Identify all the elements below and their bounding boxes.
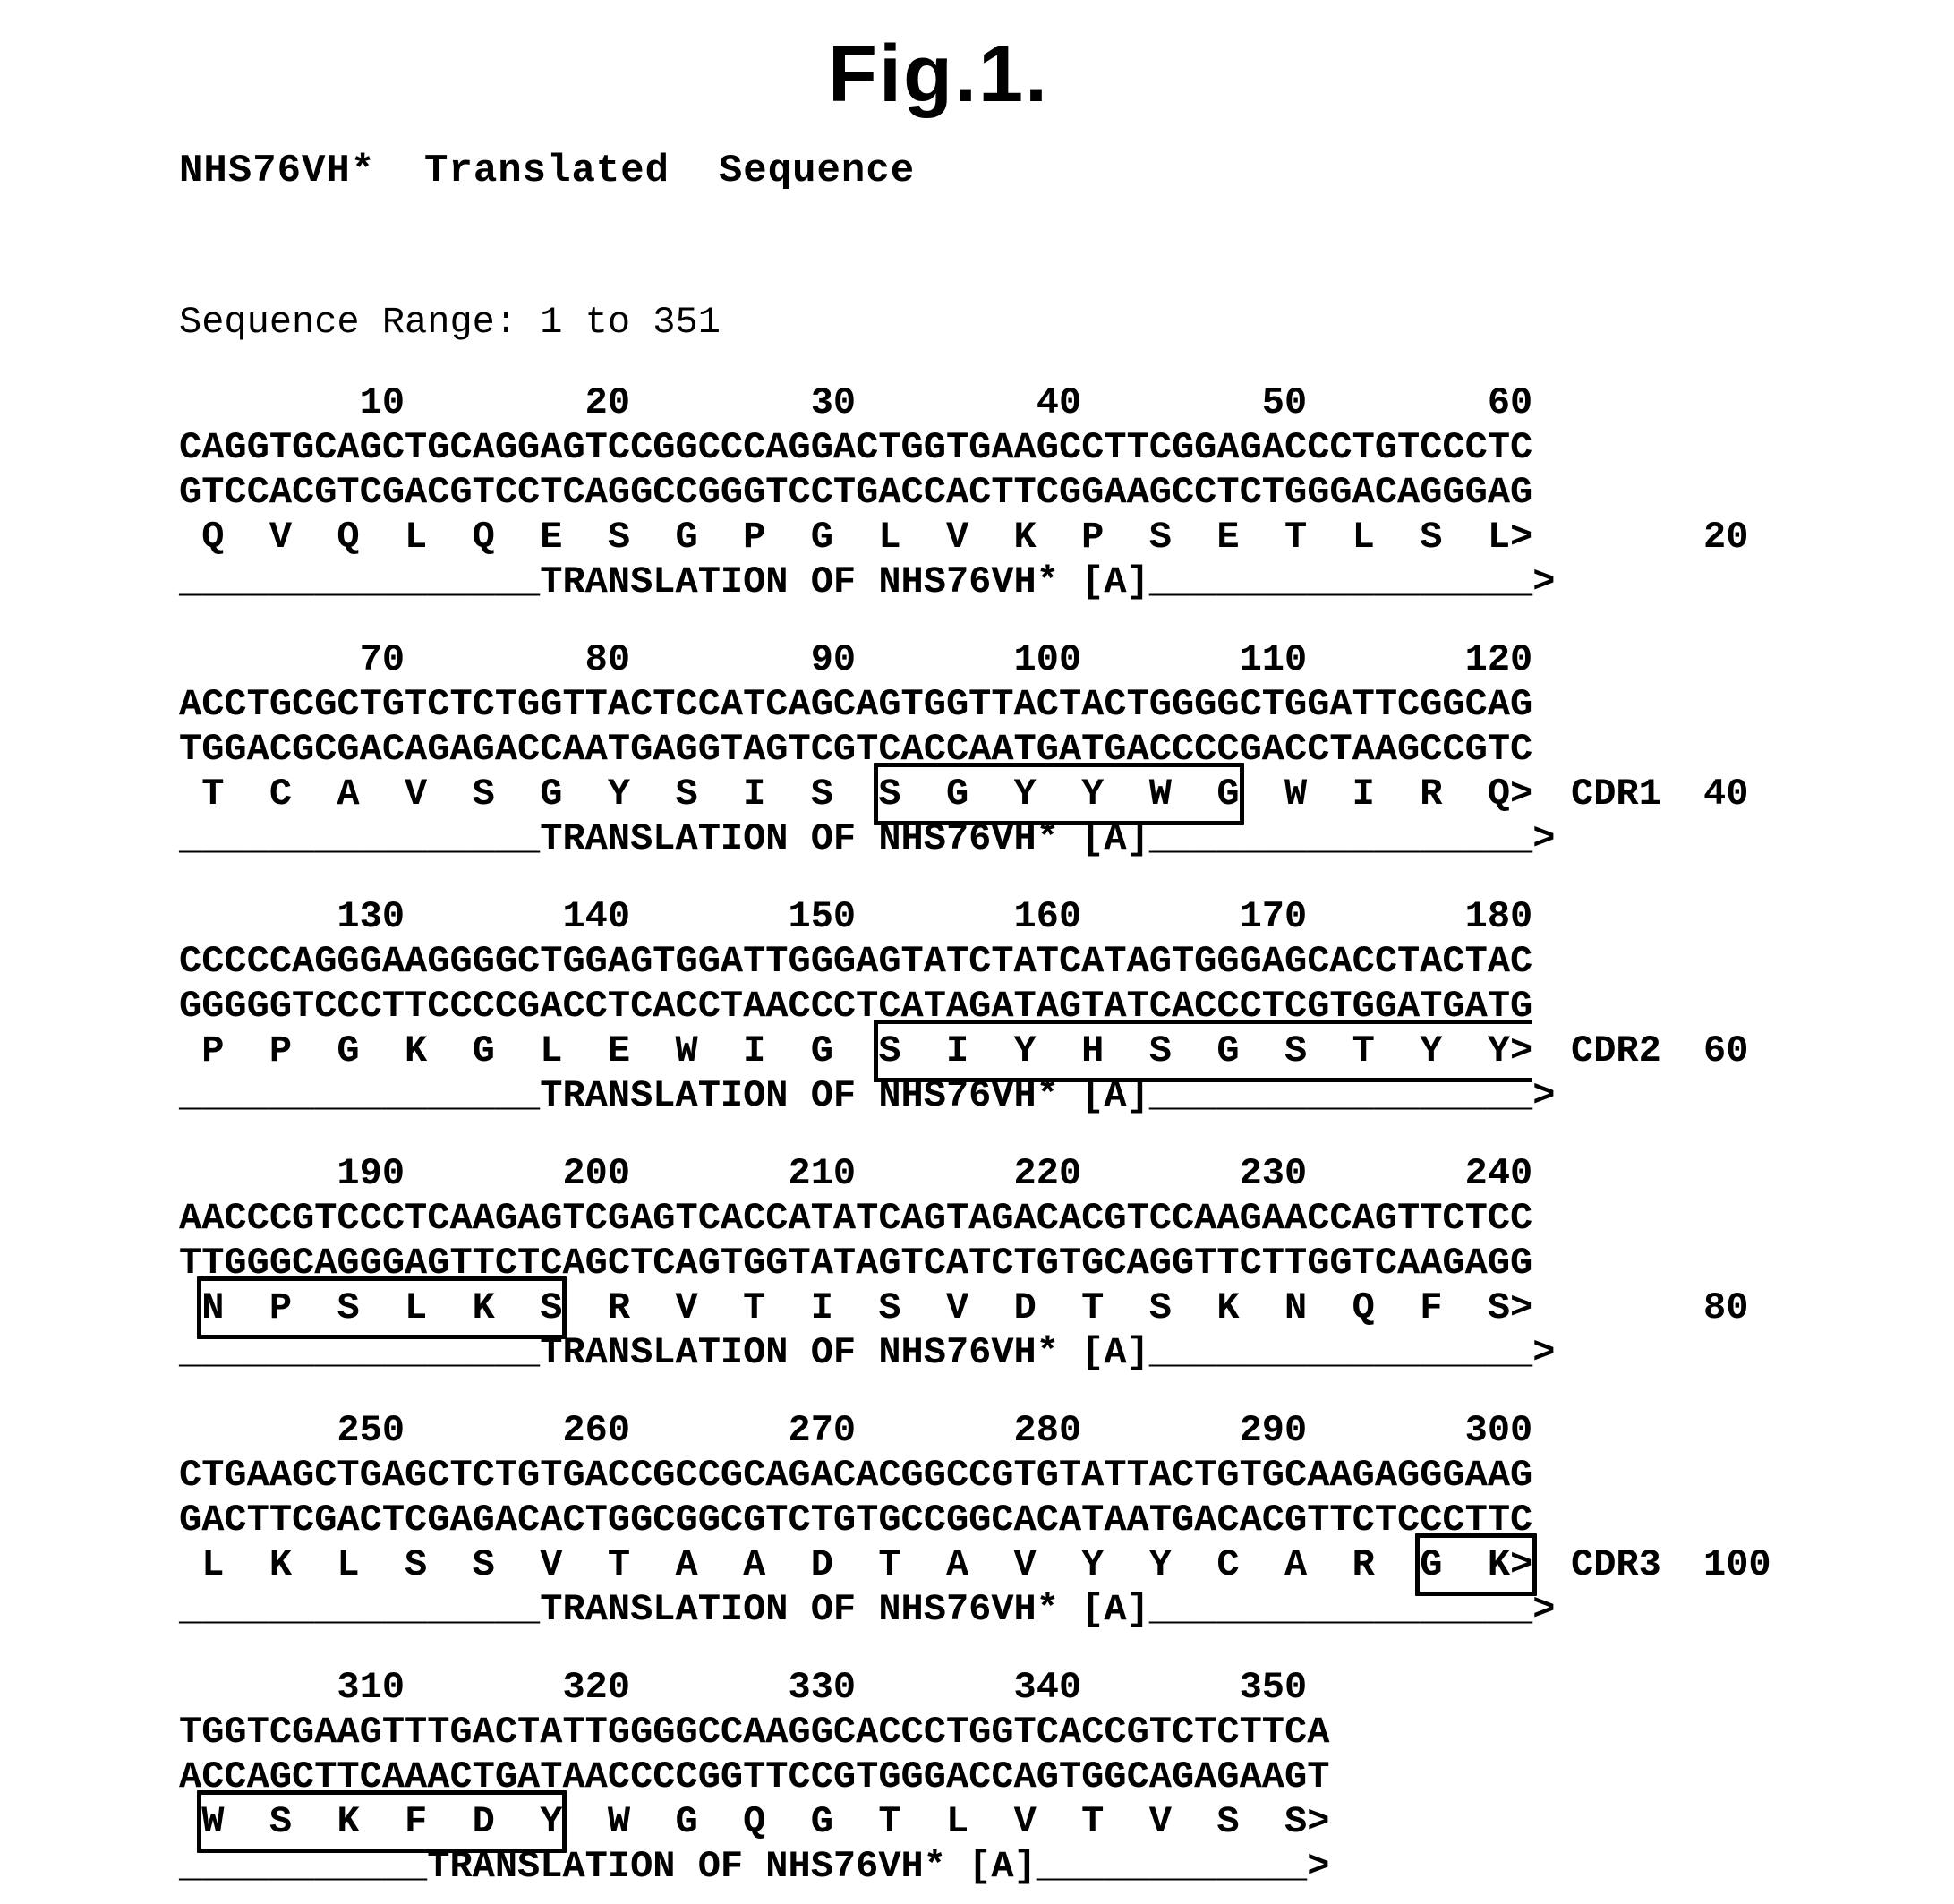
translation-row <box>179 1542 1954 1587</box>
dna-bottom-strand: GGGGGTCCCTTCCCCGACCTCACCTAACCCTCATAGATAGTATCACCCTCGTGGATGATG <box>179 985 1533 1028</box>
aa-segment: L K L S S V T A A D T A V Y Y C A R <box>179 1543 1421 1586</box>
residue-count: 100 <box>1703 1543 1771 1586</box>
sequence-block-181-240 <box>179 1151 1954 1375</box>
translation-row <box>179 515 1954 559</box>
dna-bottom-strand: GACTTCGACTCGAGACACTGGCGGCGTCTGTGCCGGCACATAATGACACGTTCTCCCTTC <box>179 1498 1533 1541</box>
translation-caption: ___________TRANSLATION OF NHS76VH* [A]____________> <box>179 1845 1330 1888</box>
aa-segment: Q V Q L Q E S G P G L V K P S E T L S L> <box>179 516 1533 559</box>
translation-row <box>179 1799 1954 1844</box>
aa-segment: R V T I S V D T S K N Q F S> <box>562 1286 1533 1329</box>
dna-bottom-strand: GTCCACGTCGACGTCCTCAGGCCGGGTCCTGACCACTTCGGAAGCCTCTGGGACAGGGAG <box>179 471 1533 514</box>
translation-caption: ________________TRANSLATION OF NHS76VH* [A]_________________> <box>179 560 1556 603</box>
aa-segment: W I R Q> <box>1239 773 1533 815</box>
translation-caption: ________________TRANSLATION OF NHS76VH* [A]_________________> <box>179 1331 1556 1374</box>
position-ruler: 190 200 210 220 230 240 <box>179 1152 1533 1195</box>
dna-bottom-strand: TTGGGCAGGGAGTTCTCAGCTCAGTGGTATAGTCATCTGTGCAGGTTCTTGGTCAAGAGG <box>179 1242 1533 1285</box>
position-ruler: 310 320 330 340 350 <box>179 1666 1308 1709</box>
aa-segment: T C A V S G Y S I S <box>179 773 879 815</box>
dna-top-strand: CCCCCAGGGAAGGGGCTGGAGTGGATTGGGAGTATCTATCATAGTGGGAGCACCTACTAC <box>179 940 1533 983</box>
cdr-label: CDR3 <box>1571 1543 1661 1586</box>
residue-count: 80 <box>1703 1286 1749 1329</box>
dna-top-strand: TGGTCGAAGTTTGACTATTGGGGCCAAGGCACCCTGGTCACCGTCTCTTCA <box>179 1711 1330 1754</box>
residue-count: 60 <box>1703 1029 1749 1072</box>
position-ruler: 130 140 150 160 170 180 <box>179 895 1533 938</box>
cdr3-box-start: G K> <box>1415 1533 1537 1596</box>
sequence-title: NHS76VH* Translated Sequence <box>179 149 916 193</box>
residue-count: 40 <box>1703 773 1749 815</box>
translation-caption: ________________TRANSLATION OF NHS76VH* [A]_________________> <box>179 1074 1556 1117</box>
aa-segment: W G Q G T L V T V S S> <box>562 1800 1330 1843</box>
translation-row <box>179 1285 1954 1330</box>
sequence-block-61-120 <box>179 637 1954 861</box>
figure-title: Fig.1. <box>828 30 1050 119</box>
cdr-label: CDR2 <box>1571 1029 1661 1072</box>
cdr2-box-open: S I Y H S G S T Y Y> <box>874 1020 1532 1082</box>
dna-bottom-strand: ACCAGCTTCAAACTGATAACCCCGGTTCCGTGGGACCAGTGGCAGAGAAGT <box>179 1755 1330 1798</box>
sequence-block-1-60 <box>179 380 1954 604</box>
position-ruler: 250 260 270 280 290 300 <box>179 1409 1533 1452</box>
sequence-block-301-351 <box>179 1665 1954 1889</box>
sequence-blocks <box>179 380 1954 1904</box>
cdr1-box: S G Y Y W G <box>874 763 1243 825</box>
dna-top-strand: AACCCGTCCCTCAAGAGTCGAGTCACCATATCAGTAGACACGTCCAAGAACCAGTTCTCC <box>179 1197 1533 1240</box>
translation-caption: ________________TRANSLATION OF NHS76VH* [A]_________________> <box>179 1588 1556 1631</box>
aa-segment: P P G K G L E W I G <box>179 1029 879 1072</box>
dna-bottom-strand: TGGACGCGACAGAGACCAATGAGGTAGTCGTCACCAATGATGACCCCGACCTAAGCCGTC <box>179 728 1533 771</box>
sequence-block-241-300 <box>179 1408 1954 1632</box>
translation-caption: ________________TRANSLATION OF NHS76VH* [A]_________________> <box>179 817 1556 860</box>
dna-top-strand: CTGAAGCTGAGCTCTGTGACCGCCGCAGACACGGCCGTGTATTACTGTGCAAGAGGGAAG <box>179 1454 1533 1497</box>
translation-row <box>179 1029 1954 1073</box>
position-ruler: 10 20 30 40 50 60 <box>179 381 1533 424</box>
dna-top-strand: ACCTGCGCTGTCTCTGGTTACTCCATCAGCAGTGGTTACTACTGGGGCTGGATTCGGCAG <box>179 683 1533 726</box>
sequence-block-121-180 <box>179 894 1954 1118</box>
sequence-range-label: Sequence Range: 1 to 351 <box>179 301 721 344</box>
cdr2-box-end: N P S L K S <box>197 1276 567 1339</box>
cdr-label: CDR1 <box>1571 773 1661 815</box>
translation-row <box>179 772 1954 816</box>
cdr3-box-end: W S K F D Y <box>197 1790 567 1853</box>
residue-count: 20 <box>1703 516 1749 559</box>
position-ruler: 70 80 90 100 110 120 <box>179 638 1533 681</box>
dna-top-strand: CAGGTGCAGCTGCAGGAGTCCGGCCCAGGACTGGTGAAGCCTTCGGAGACCCTGTCCCTC <box>179 426 1533 469</box>
